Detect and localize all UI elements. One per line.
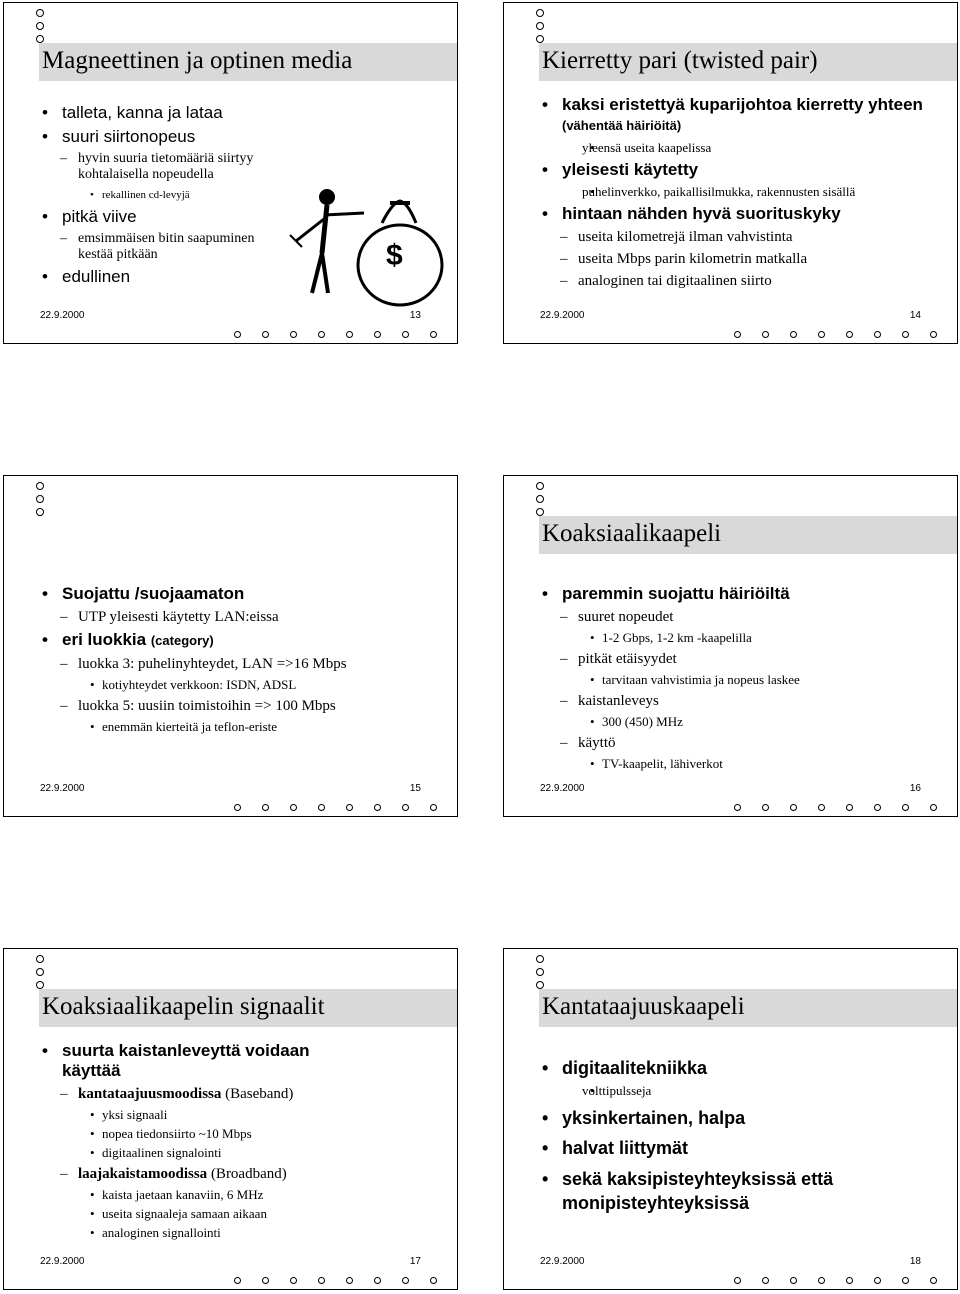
binder-holes-bottom	[234, 1277, 457, 1287]
slide-number: 15	[409, 783, 421, 794]
bullet-text: kaksi eristettyä kuparijohtoa kierretty yhteen	[562, 95, 923, 114]
sub-sub-bullet: • analoginen signallointi	[42, 1225, 367, 1241]
bullet-note: (vähentää häiriöitä)	[562, 118, 682, 133]
sub-sub-bullet: • yksi signaali	[42, 1107, 367, 1123]
bullet-text: eri luokkia	[62, 630, 147, 649]
sub-sub-bullet: • nopea tiedonsiirto ~10 Mbps	[42, 1126, 367, 1142]
slide-number: 18	[909, 1256, 921, 1267]
binder-holes-bottom	[734, 1277, 957, 1287]
mode-note: (Baseband)	[225, 1086, 294, 1102]
sub-bullet	[42, 1165, 367, 1183]
sub-bullet: – luokka 5: uusiin toimistoihin => 100 Mbps	[42, 697, 447, 715]
binder-holes-bottom	[734, 804, 957, 814]
binder-holes-bottom	[234, 331, 457, 341]
slide-content	[542, 1053, 867, 1219]
sub-sub-bullet: • 300 (450) MHz	[542, 714, 947, 730]
binder-holes-bottom	[234, 804, 457, 814]
dollar-sign: $	[386, 239, 403, 272]
sub-bullet: – kaistanleveys	[542, 692, 947, 710]
slide-15	[3, 475, 458, 817]
sub-sub-bullet: • 1-2 Gbps, 1-2 km -kaapelilla	[542, 630, 947, 646]
slide-number: 16	[909, 783, 921, 794]
bullet: • yleisesti käytetty	[542, 160, 947, 180]
sub-sub-bullet: • enemmän kierteitä ja teflon-eriste	[42, 719, 447, 735]
sub-bullet: – suuret nopeudet	[542, 608, 947, 626]
bullet: • edullinen	[42, 267, 287, 287]
bullet	[42, 630, 447, 651]
bullet: • pitkä viive	[42, 207, 287, 227]
bullet-note: (category)	[150, 633, 214, 648]
slide-number: 14	[909, 310, 921, 321]
sub-sub-bullet: • puhelinverkko, paikallisilmukka, rakennusten sisällä	[542, 184, 947, 200]
sub-bullet: – käyttö	[542, 734, 947, 752]
slide-title: Kierretty pari (twisted pair)	[542, 47, 818, 74]
sub-sub-bullet: • yleensä useita kaapelissa	[542, 140, 947, 156]
bullet: • suurta kaistanleveyttä voidaan käyttää	[42, 1041, 367, 1081]
sub-sub-bullet: • kaista jaetaan kanaviin, 6 MHz	[42, 1187, 367, 1203]
bullet: • paremmin suojattu häiriöiltä	[542, 584, 947, 604]
sub-sub-bullet: • TV-kaapelit, lähiverkot	[542, 756, 947, 772]
sub-sub-bullet: • rekallinen cd-levyjä	[42, 187, 287, 203]
bullet: • suuri siirtonopeus	[42, 127, 287, 147]
bullet: • Suojattu /suojaamaton	[42, 584, 447, 604]
sub-bullet: – useita kilometrejä ilman vahvistinta	[542, 228, 947, 246]
slide-title: Koaksiaalikaapeli	[542, 520, 722, 547]
sub-sub-bullet: • useita signaaleja samaan aikaan	[42, 1206, 367, 1222]
slide-content	[42, 99, 287, 291]
binder-holes-bottom	[734, 331, 957, 341]
sub-bullet: – UTP yleisesti käytetty LAN:eissa	[42, 608, 447, 626]
slide-date: 22.9.2000	[40, 1256, 85, 1267]
sub-sub-bullet: • digitaalinen signalointi	[42, 1145, 367, 1161]
bullet: • sekä kaksipisteyhteyksissä että monipisteyhteyksissä	[542, 1167, 867, 1215]
mode-note: (Broadband)	[210, 1166, 287, 1182]
sub-bullet: – hyvin suuria tietomääriä siirtyy kohtalaisella nopeudella	[42, 151, 287, 183]
slide-date: 22.9.2000	[540, 310, 585, 321]
bullet: • yksinkertainen, halpa	[542, 1107, 867, 1129]
slide-content	[42, 1037, 367, 1244]
slide-number: 17	[409, 1256, 421, 1267]
slide-14	[503, 2, 958, 344]
bullet: • halvat liittymät	[542, 1137, 867, 1159]
sub-sub-bullet: • kotiyhteydet verkkoon: ISDN, ADSL	[42, 677, 447, 693]
sub-sub-bullet: • tarvitaan vahvistimia ja nopeus laskee	[542, 672, 947, 688]
slide-number: 13	[409, 310, 421, 321]
slide-13	[3, 2, 458, 344]
bullet: • digitaalitekniikka	[542, 1057, 867, 1079]
slide-title: Kantataajuuskaapeli	[542, 993, 745, 1020]
sub-bullet: – pitkät etäisyydet	[542, 650, 947, 668]
mode-name: kantataajuusmoodissa	[78, 1086, 222, 1102]
slide-title: Koaksiaalikaapelin signaalit	[42, 993, 325, 1020]
sub-bullet: – analoginen tai digitaalinen siirto	[542, 272, 947, 290]
slide-date: 22.9.2000	[40, 783, 85, 794]
slide-date: 22.9.2000	[40, 310, 85, 321]
binder-holes	[36, 482, 46, 521]
bullet: • hintaan nähden hyvä suorituskyky	[542, 204, 947, 224]
sub-bullet	[42, 1085, 367, 1103]
mode-name: laajakaistamoodissa	[78, 1166, 208, 1182]
bullet	[542, 95, 947, 136]
money-bag-figure-icon	[282, 183, 452, 313]
sub-bullet: – emsimmäisen bitin saapuminen kestää pitkään	[42, 231, 287, 263]
slide-content	[542, 580, 947, 775]
bullet: • talleta, kanna ja lataa	[42, 103, 287, 123]
slide-16	[503, 475, 958, 817]
sub-bullet: – useita Mbps parin kilometrin matkalla	[542, 250, 947, 268]
sub-sub-bullet: • volttipulsseja	[542, 1083, 867, 1099]
sub-bullet: – luokka 3: puhelinyhteydet, LAN =>16 Mbps	[42, 655, 447, 673]
slide-title: Magneettinen ja optinen media	[42, 47, 353, 74]
slide-17	[3, 948, 458, 1290]
slide-content	[542, 91, 947, 294]
slide-18	[503, 948, 958, 1290]
slide-date: 22.9.2000	[540, 783, 585, 794]
slide-content	[42, 580, 447, 738]
slide-date: 22.9.2000	[540, 1256, 585, 1267]
